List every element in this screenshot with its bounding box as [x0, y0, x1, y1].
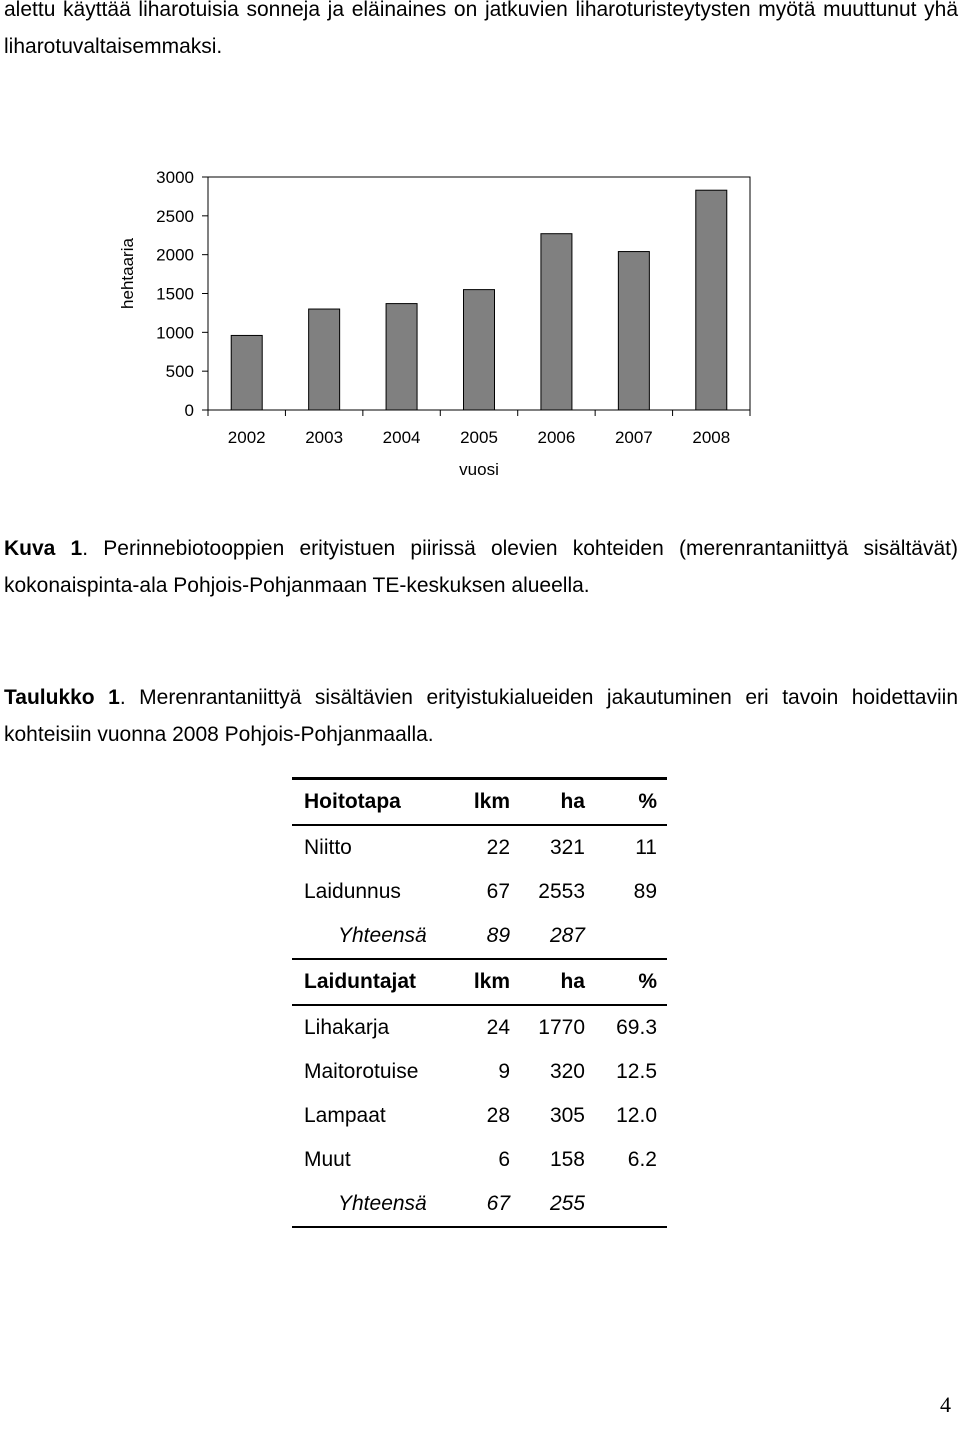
y-tick-label: 0 — [184, 401, 194, 420]
table-cell: 67 — [486, 880, 510, 903]
table-cell: Laidunnus — [304, 880, 401, 903]
y-tick-label: 3000 — [156, 168, 194, 187]
table-cell: 9 — [498, 1060, 510, 1083]
table-cell: 320 — [549, 1060, 585, 1083]
table-cell: 287 — [549, 924, 585, 947]
table-cell: 12.5 — [616, 1060, 657, 1083]
table-caption-text: . Merenrantaniittyä sisältävien erityistukialueiden jakautuminen eri tavoin hoidettaviin kohteisiin vuonna 2008 Pohjois-Pohjanmaalla. — [4, 686, 958, 746]
header-cell: ha — [560, 790, 585, 813]
table-cell: 67 — [486, 1192, 510, 1215]
table-bottom-rule — [292, 1226, 667, 1228]
y-tick-label: 2000 — [156, 245, 194, 265]
table-row — [292, 826, 667, 870]
table-cell: 321 — [549, 836, 585, 859]
table-cell: Muut — [304, 1148, 351, 1171]
x-tick-label: 2008 — [692, 428, 731, 447]
figure-caption-text: . Perinnebiotooppien erityistuen piirissä olevien kohteiden (merenrantaniittyä sisältävät) kokonaispinta-ala Pohjois-Pohjanmaan TE-keskuksen alueella. — [4, 537, 958, 597]
table-row — [292, 870, 667, 914]
x-tick-label: 2002 — [227, 428, 266, 447]
intro-paragraph: alettu käyttää liharotuisia sonneja ja eläinaines on jatkuvien liharoturisteytysten myötä muuttunut yhä liharotuvaltaisemmaksi. — [4, 0, 958, 58]
x-tick-label: 2007 — [614, 428, 653, 447]
table-cell: 11 — [635, 836, 657, 859]
table-row — [292, 1006, 667, 1050]
y-tick-label: 1500 — [156, 284, 194, 304]
header-cell: % — [638, 970, 657, 993]
table-row — [292, 1094, 667, 1138]
header-cell: Laiduntajat — [304, 970, 417, 993]
table-cell: 89 — [633, 880, 657, 903]
y-tick-label: 500 — [165, 362, 194, 382]
x-tick-label: 2006 — [537, 428, 576, 447]
data-table — [292, 777, 667, 1228]
table-cell: 89 — [486, 924, 510, 947]
x-tick-label: 2004 — [382, 428, 421, 447]
table-header-row — [292, 960, 667, 1004]
table-header-row — [292, 780, 667, 824]
table-cell: 2553 — [538, 880, 585, 903]
header-cell: lkm — [473, 970, 510, 993]
bar — [309, 309, 340, 410]
table-caption — [4, 679, 958, 753]
table-cell: 305 — [549, 1104, 585, 1127]
table-cell: 69.3 — [616, 1016, 657, 1039]
table-cell: 6 — [498, 1148, 510, 1171]
bar-chart-svg — [0, 150, 960, 490]
table-cell: Yhteensä — [338, 1192, 427, 1215]
table-cell: Maitorotuise — [304, 1060, 419, 1083]
table-total-row — [292, 914, 667, 958]
table-cell: Yhteensä — [338, 924, 427, 947]
table-total-row — [292, 1182, 667, 1226]
table-cell: 12.0 — [616, 1104, 657, 1127]
table-cell: 28 — [486, 1104, 510, 1127]
table-cell: 1770 — [538, 1016, 585, 1039]
bar — [464, 290, 495, 410]
y-tick-label: 1000 — [156, 323, 194, 343]
table-cell: 158 — [549, 1148, 585, 1171]
x-tick-label: 2003 — [305, 428, 344, 447]
bar — [231, 335, 262, 410]
table-row — [292, 1138, 667, 1182]
bar — [386, 304, 417, 410]
y-axis-title: hehtaaria — [118, 238, 137, 309]
page-number: 4 — [940, 1392, 951, 1417]
table-cell: Lihakarja — [304, 1016, 390, 1039]
table-caption-label: Taulukko 1 — [4, 686, 120, 709]
bar — [618, 252, 649, 410]
header-cell: lkm — [473, 790, 510, 813]
x-tick-label: 2005 — [460, 428, 498, 447]
bar — [696, 190, 727, 410]
table-cell: Lampaat — [304, 1104, 386, 1127]
table-cell: 24 — [486, 1016, 510, 1039]
table-cell: 6.2 — [627, 1148, 657, 1171]
table-cell: 255 — [549, 1192, 585, 1215]
table-cell: Niitto — [304, 836, 352, 859]
bar — [541, 234, 572, 410]
header-cell: % — [638, 790, 657, 813]
figure-caption-label: Kuva 1 — [4, 537, 83, 560]
header-cell: ha — [560, 970, 585, 993]
table-row — [292, 1050, 667, 1094]
header-cell: Hoitotapa — [304, 790, 401, 813]
x-axis-title: vuosi — [459, 460, 499, 479]
y-tick-label: 2500 — [156, 206, 194, 226]
table-cell: 22 — [486, 836, 510, 859]
figure-caption — [4, 530, 958, 604]
bar-chart — [0, 150, 960, 490]
